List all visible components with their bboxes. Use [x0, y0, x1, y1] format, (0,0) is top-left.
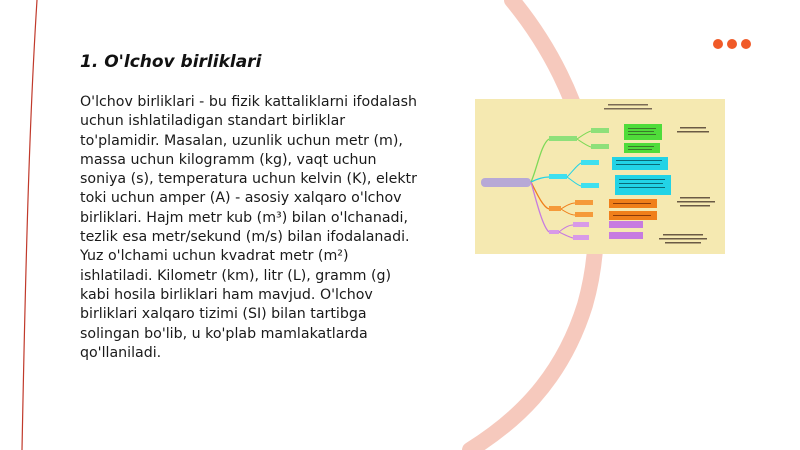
dot-icon [727, 39, 737, 49]
dot-icon [713, 39, 723, 49]
three-dots-icon [713, 39, 751, 49]
mindmap-branches [531, 139, 549, 232]
slide-title: 1. O'lchov birliklari [80, 52, 262, 72]
mindmap-central-node [481, 178, 531, 187]
mindmap-top-note [604, 104, 652, 110]
mindmap-node-cyan [549, 174, 567, 179]
decorative-left-line [22, 0, 37, 450]
mindmap-node-green [549, 136, 577, 141]
dot-icon [741, 39, 751, 49]
mindmap-graphic [475, 99, 725, 254]
mindmap-image [475, 99, 725, 254]
mindmap-node-purple [549, 230, 559, 234]
mindmap-node-orange [549, 206, 561, 211]
slide-body-text: O'lchov birliklari - bu fizik kattaliklarni ifodalash uchun ishlatiladigan standart birliklar to'plamidir. Masalan, uzunlik uchun metr (m), massa uchun kilogramm (kg), vaqt uchun soniya (s), temperatura uchun kelvin (K), elektr toki uchun amper (A) - asosiy xalqaro o'lchov birliklari. Hajm metr kub (m³) bilan o'lchanadi, tezlik esa metr/sekund (m/s) bilan ifodalanadi. Yuz o'lchami uchun kvadrat metr (m²) ishlatiladi. Kilometr (km), litr (L), gramm (g) kabi hosila birliklari ham mavjud. O'lchov birliklari xalqaro tizimi (SI) bilan tartibga solingan bo'lib, u ko'plab mamlakatlarda qo'llaniladi. [80, 94, 417, 361]
